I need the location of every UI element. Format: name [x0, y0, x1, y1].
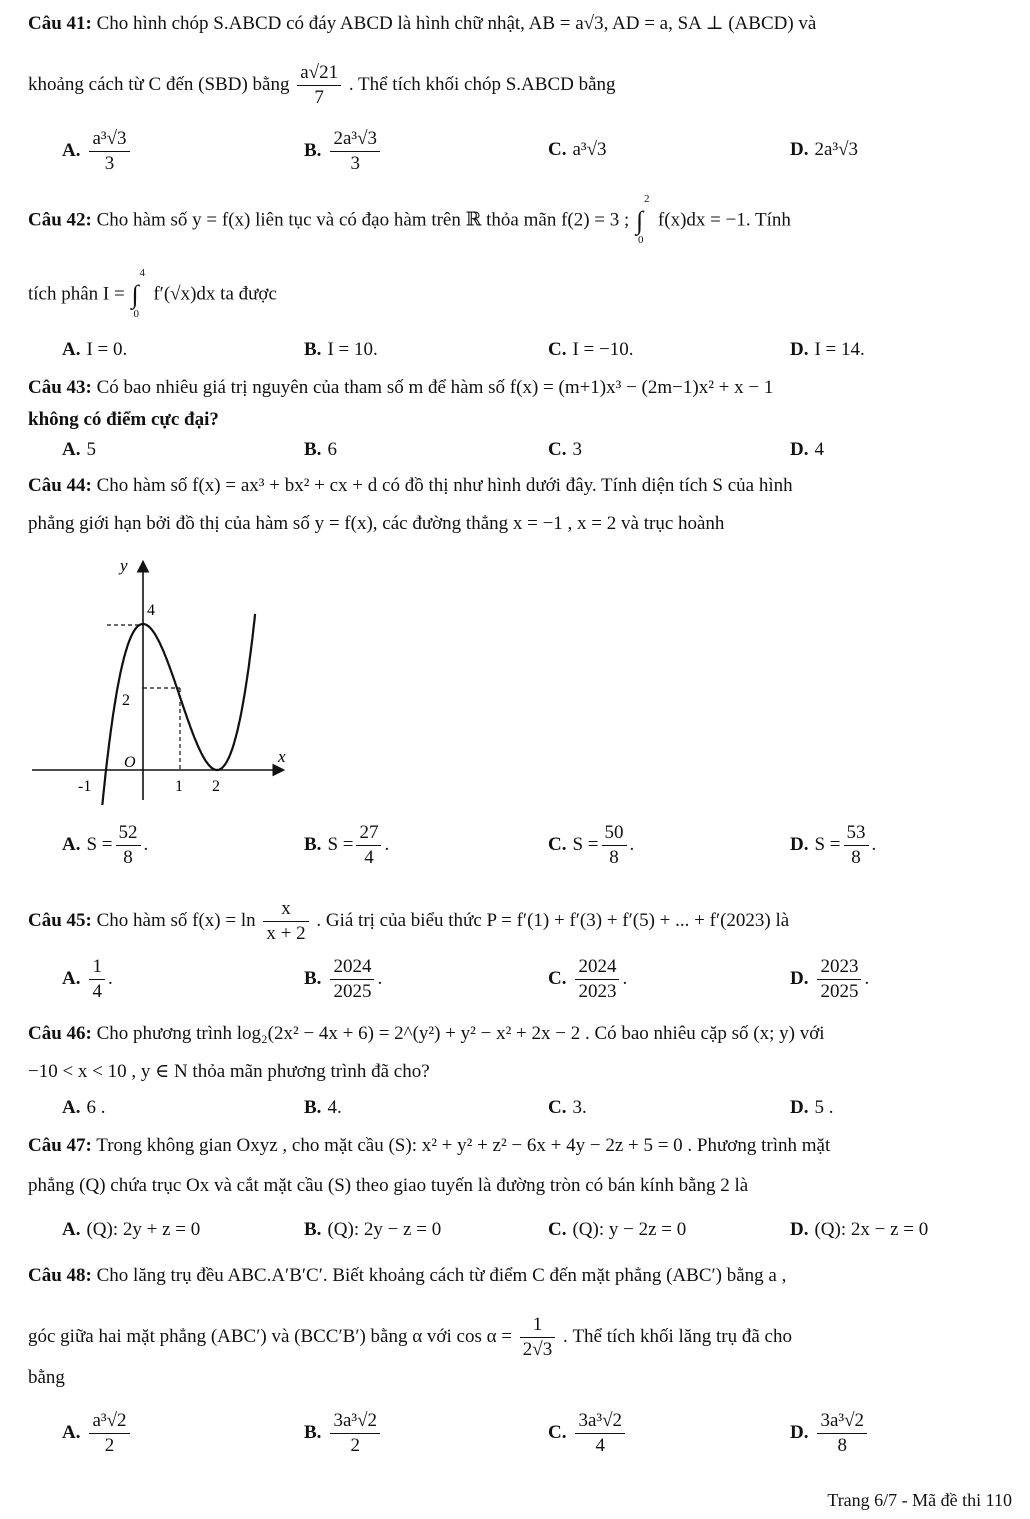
q45-frac-num: x: [263, 898, 308, 922]
q47-text1: Trong không gian Oxyz , cho mặt cầu (S): x² + y² + z² − 6x + 4y − 2z + 5 = 0 . Phương trình mặt: [96, 1135, 831, 1156]
q41-b-den: 3: [350, 153, 360, 174]
q41-frac-num: a√21: [297, 62, 341, 86]
q45-option-c[interactable]: C. $\frac{2024}{2023}$ .: [548, 956, 628, 1002]
q43-option-d[interactable]: [790, 438, 824, 462]
tick-label-2: 2: [122, 692, 130, 709]
q42-int2-upper: 4: [139, 267, 145, 279]
q47-line1: [28, 1134, 830, 1158]
q41-option-d[interactable]: [790, 138, 858, 162]
q41-line1: [28, 12, 816, 36]
q46-option-a-label: A.: [62, 1097, 81, 1118]
q48-a-den: 2: [104, 1435, 115, 1456]
q42-a-text: I = 0.: [86, 339, 128, 360]
q44-c-den: 8: [609, 847, 619, 868]
q43-d-text: 4: [814, 439, 824, 460]
q42-line2: [28, 267, 277, 320]
q46-d-text: 5 .: [814, 1097, 834, 1118]
q47-option-c-label: C.: [548, 1219, 567, 1240]
q48-frac-num: 1: [520, 1314, 555, 1338]
q43-a-text: 5: [86, 439, 96, 460]
tick-label-neg1: -1: [78, 778, 92, 795]
q43-option-a[interactable]: [62, 438, 96, 462]
q41-a-num: a³√3: [89, 128, 129, 152]
q44-option-b[interactable]: B. S = $\frac{27}{4}$ .: [304, 822, 390, 868]
q45-text1: Cho hàm số f(x) = ln: [96, 909, 256, 931]
q42-int1-lower: 0: [638, 234, 644, 246]
q43-line1: [28, 376, 773, 400]
q48-frac-den: 2√3: [522, 1339, 553, 1360]
q43-option-b-label: B.: [304, 439, 322, 460]
q41-option-c-label: C.: [548, 139, 567, 160]
cubic-graph: [30, 555, 290, 805]
q47-option-b-label: B.: [304, 1219, 322, 1240]
q42-int1-upper: 2: [644, 193, 650, 205]
q47-c-text: (Q): y − 2z = 0: [572, 1219, 687, 1240]
q44-option-c-label: C.: [548, 833, 567, 855]
q44-label: Câu 44:: [28, 475, 92, 496]
q48-c-num: 3a³√2: [575, 1410, 625, 1434]
q47-option-c[interactable]: [548, 1218, 686, 1242]
q42-option-a[interactable]: [62, 338, 127, 362]
q41-option-d-label: D.: [790, 139, 809, 160]
q46-a-text: 6 .: [86, 1097, 106, 1118]
q45-line1: [28, 898, 789, 945]
q42-c-text: I = −10.: [572, 339, 634, 360]
q45-label: Câu 45:: [28, 909, 92, 931]
q48-c-den: 4: [595, 1435, 606, 1456]
q41-line2: [28, 62, 616, 109]
q45-option-d-label: D.: [790, 967, 809, 989]
q48-d-den: 8: [837, 1435, 848, 1456]
q45-a-den: 4: [92, 981, 102, 1002]
q46-b-text: 4.: [327, 1097, 342, 1118]
q48-option-a-label: A.: [62, 1421, 81, 1443]
q46-text1: Cho phương trình log₂(2x² − 4x + 6) = 2^(y²) + y² − x² + 2x − 2 . Có bao nhiêu cặp số (x; y) với: [96, 1023, 825, 1044]
q43-option-a-label: A.: [62, 439, 81, 460]
q41-c-text: a³√3: [572, 139, 607, 160]
q42-option-d[interactable]: [790, 338, 865, 362]
q41-text1: Cho hình chóp S.ABCD có đáy ABCD là hình chữ nhật, AB = a√3, AD = a, SA ⊥ (ABCD) và: [96, 13, 817, 34]
q48-option-d[interactable]: [790, 1410, 870, 1457]
q46-option-c-label: C.: [548, 1097, 567, 1118]
tick-label-4: 4: [147, 602, 155, 619]
q45-d-num: 2023: [817, 956, 861, 980]
q46-line2: −10 < x < 10 , y ∈ N thỏa mãn phương trình đã cho?: [28, 1061, 430, 1082]
q43-label: Câu 43:: [28, 377, 92, 398]
q46-option-a[interactable]: [62, 1096, 105, 1120]
q44-option-c[interactable]: C. S = $\frac{50}{8}$ .: [548, 822, 635, 868]
page-footer: Trang 6/7 - Mã đề thi 110: [827, 1490, 1012, 1510]
integral-sign-icon: ∫ 2 0: [636, 193, 650, 246]
q46-option-c[interactable]: [548, 1096, 587, 1120]
q45-d-den: 2025: [820, 981, 859, 1002]
q44-b-pre: S =: [327, 833, 354, 855]
q48-line1: [28, 1264, 786, 1288]
q47-label: Câu 47:: [28, 1135, 92, 1156]
q41-frac-den: 7: [314, 87, 324, 108]
integral-sign-icon: ∫ 4 0: [131, 267, 145, 320]
q43-line2: không có điểm cực đại?: [28, 409, 219, 430]
q48-text3: . Thể tích khối lăng trụ đã cho: [562, 1325, 792, 1347]
q42-text2: f(x)dx = −1. Tính: [657, 209, 791, 231]
y-axis-label: y: [120, 556, 128, 575]
q46-label: Câu 46:: [28, 1023, 92, 1044]
q41-fraction: [297, 62, 341, 109]
q43-option-d-label: D.: [790, 439, 809, 460]
q47-option-d[interactable]: [790, 1218, 928, 1242]
q46-option-b-label: B.: [304, 1097, 322, 1118]
q46-c-text: 3.: [572, 1097, 587, 1118]
q41-text3: . Thể tích khối chóp S.ABCD bằng: [348, 73, 616, 95]
q43-option-c[interactable]: [548, 438, 582, 462]
q47-option-a[interactable]: [62, 1218, 200, 1242]
q44-option-d-label: D.: [790, 833, 809, 855]
q47-b-text: (Q): 2y − z = 0: [327, 1219, 442, 1240]
q48-d-num: 3a³√2: [817, 1410, 867, 1434]
q45-b-num: 2024: [330, 956, 374, 980]
q41-d-text: 2a³√3: [814, 139, 859, 160]
q45-option-b-label: B.: [304, 967, 322, 989]
q42-int2-lower: 0: [133, 308, 139, 320]
q48-a-num: a³√2: [89, 1410, 129, 1434]
q42-option-d-label: D.: [790, 339, 809, 360]
q48-option-c[interactable]: [548, 1410, 628, 1457]
q42-option-b-label: B.: [304, 339, 322, 360]
q41-option-c[interactable]: [548, 138, 607, 162]
q44-text1: Cho hàm số f(x) = ax³ + bx² + cx + d có đồ thị như hình dưới đây. Tính diện tích S của hình: [96, 475, 793, 496]
q42-option-b[interactable]: [304, 338, 378, 362]
q44-option-d[interactable]: D. S = $\frac{53}{8}$ .: [790, 822, 877, 868]
q45-b-den: 2025: [333, 981, 372, 1002]
q48-line3: bằng: [28, 1367, 65, 1388]
q48-label: Câu 48:: [28, 1265, 92, 1286]
q42-text3: tích phân I =: [28, 283, 125, 305]
q44-d-num: 53: [844, 822, 869, 846]
q47-option-a-label: A.: [62, 1219, 81, 1240]
q48-option-d-label: D.: [790, 1421, 809, 1443]
q48-text2: góc giữa hai mặt phẳng (ABC′) và (BCC′B′) bằng α với cos α =: [28, 1325, 513, 1347]
q48-b-den: 2: [350, 1435, 360, 1456]
q47-option-b[interactable]: [304, 1218, 441, 1242]
q42-line1: [28, 193, 791, 246]
q44-line2: phẳng giới hạn bởi đồ thị của hàm số y = f(x), các đường thẳng x = −1 , x = 2 và trục hoành: [28, 513, 725, 534]
q41-text2: khoảng cách từ C đến (SBD) bằng: [28, 73, 290, 95]
q44-option-a-label: A.: [62, 833, 81, 855]
cubic-curve: [101, 614, 256, 805]
q45-option-d[interactable]: D. $\frac{2023}{2025}$ .: [790, 956, 870, 1002]
q48-text1: Cho lăng trụ đều ABC.A′B′C′. Biết khoảng cách từ điểm C đến mặt phẳng (ABC′) bằng a ,: [96, 1265, 787, 1286]
q41-label: Câu 41:: [28, 13, 92, 34]
q42-option-c-label: C.: [548, 339, 567, 360]
q41-option-a[interactable]: [62, 128, 133, 175]
q44-c-num: 50: [602, 822, 627, 846]
q41-option-b-label: B.: [304, 139, 322, 161]
q42-option-c[interactable]: [548, 338, 634, 362]
q44-c-pre: S =: [572, 833, 599, 855]
q42-d-text: I = 14.: [814, 339, 865, 360]
q44-d-pre: S =: [814, 833, 841, 855]
q42-text1: Cho hàm số y = f(x) liên tục và có đạo hàm trên ℝ thỏa mãn f(2) = 3 ;: [96, 209, 630, 231]
q43-option-c-label: C.: [548, 439, 567, 460]
q44-line1: [28, 474, 793, 498]
tick-label-x2: 2: [212, 778, 220, 795]
q42-text4: f′(√x)dx ta được: [153, 283, 277, 305]
q45-text2: . Giá trị của biểu thức P = f′(1) + f′(3) + f′(5) + ... + f′(2023) là: [316, 909, 790, 931]
q46-line1: [28, 1022, 825, 1046]
q48-option-c-label: C.: [548, 1421, 567, 1443]
q45-option-a-label: A.: [62, 967, 81, 989]
q47-option-d-label: D.: [790, 1219, 809, 1240]
q44-option-b-label: B.: [304, 833, 322, 855]
q41-b-num: 2a³√3: [330, 128, 380, 152]
q46-option-b[interactable]: [304, 1096, 342, 1120]
q42-label: Câu 42:: [28, 209, 92, 231]
q45-option-b[interactable]: B. $\frac{2024}{2025}$ .: [304, 956, 383, 1002]
q44-b-num: 27: [356, 822, 381, 846]
q43-c-text: 3: [572, 439, 582, 460]
q45-option-a[interactable]: A. $\frac{1}{4}$ .: [62, 956, 113, 1002]
q41-option-b[interactable]: [304, 128, 383, 175]
q45-c-num: 2024: [575, 956, 619, 980]
q45-option-c-label: C.: [548, 967, 567, 989]
q44-option-a[interactable]: A. S = $\frac{52}{8}$ .: [62, 822, 149, 868]
q44-a-pre: S =: [86, 833, 113, 855]
q42-option-a-label: A.: [62, 339, 81, 360]
q46-option-d[interactable]: [790, 1096, 833, 1120]
q44-d-den: 8: [851, 847, 861, 868]
q45-c-den: 2023: [578, 981, 617, 1002]
q46-option-d-label: D.: [790, 1097, 809, 1118]
q47-d-text: (Q): 2x − z = 0: [814, 1219, 929, 1240]
q43-b-text: 6: [327, 439, 337, 460]
q42-b-text: I = 10.: [327, 339, 378, 360]
q45-a-num: 1: [89, 956, 105, 980]
q48-line2: [28, 1314, 792, 1361]
x-axis-label: x: [278, 747, 286, 766]
q48-b-num: 3a³√2: [330, 1410, 380, 1434]
origin-label: O: [124, 754, 136, 771]
q41-option-a-label: A.: [62, 139, 81, 161]
q44-b-den: 4: [364, 847, 374, 868]
q43-text1: Có bao nhiêu giá trị nguyên của tham số m để hàm số f(x) = (m+1)x³ − (2m−1)x² + x − 1: [96, 377, 774, 398]
q47-a-text: (Q): 2y + z = 0: [86, 1219, 201, 1240]
q47-line2: phẳng (Q) chứa trục Ox và cắt mặt cầu (S) theo giao tuyến là đường tròn có bán kính bằng 2 là: [28, 1175, 749, 1196]
q48-option-b-label: B.: [304, 1421, 322, 1443]
q44-a-num: 52: [116, 822, 141, 846]
q48-option-a[interactable]: [62, 1410, 133, 1457]
q44-a-den: 8: [123, 847, 133, 868]
q43-option-b[interactable]: [304, 438, 337, 462]
tick-label-1: 1: [175, 778, 183, 795]
q48-option-b[interactable]: [304, 1410, 383, 1457]
q45-frac-den: x + 2: [266, 923, 306, 944]
q41-a-den: 3: [104, 153, 115, 174]
